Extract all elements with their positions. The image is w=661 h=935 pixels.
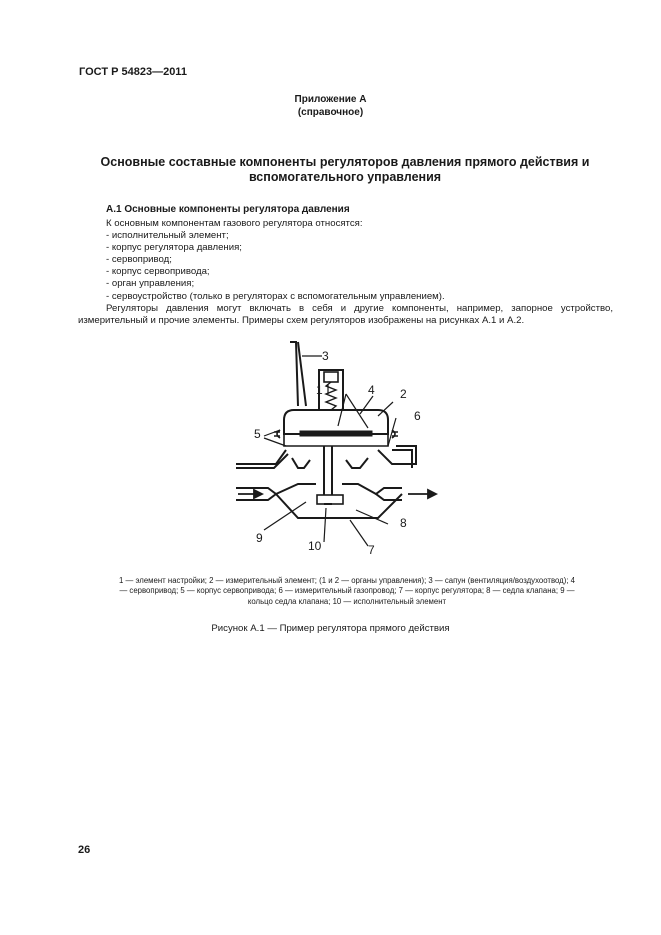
- list-item: - корпус сервопривода;: [106, 266, 210, 278]
- annex-label: Приложение А: [294, 94, 367, 105]
- label-1: 1: [316, 383, 323, 397]
- legend-line-2: — сервопривод; 5 — корпус сервопривода; 6 — измерительный газопровод; 7 — корпус регулятора; 8 — седла клапана; 9 —: [119, 586, 575, 596]
- label-6: 6: [414, 409, 421, 423]
- list-item: - сервопривод;: [106, 254, 172, 266]
- list-item: - исполнительный элемент;: [106, 230, 229, 242]
- list-item: - орган управления;: [106, 278, 195, 290]
- page-title: [60, 155, 630, 185]
- label-8: 8: [400, 516, 407, 530]
- label-4: 4: [368, 383, 375, 397]
- list-item: - сервоустройство (только в регуляторах с вспомогательным управлением).: [106, 290, 445, 302]
- paragraph: Регуляторы давления могут включать в себя и другие компоненты, например, запорное устройство, измерительный и прочие элементы. Примеры схем регуляторов изображены на рисунках А.1 и А.2.: [78, 302, 613, 326]
- legend-line-1: 1 — элемент настройки; 2 — измерительный элемент; (1 и 2 — органы управления); 3 — сапун (вентиляция/воздухоотвод); 4: [119, 576, 575, 585]
- legend-line-3: кольцо седла клапана; 10 — исполнительный элемент: [247, 596, 447, 606]
- title-line-2: вспомогательного управления: [248, 170, 442, 184]
- title-line-1: Основные составные компоненты регуляторов давления прямого действия и: [100, 155, 590, 169]
- list-item: - корпус регулятора давления;: [106, 242, 242, 254]
- body-text: [78, 218, 613, 327]
- label-2: 2: [400, 387, 407, 401]
- page-number: 26: [78, 844, 91, 856]
- section-heading: А.1 Основные компоненты регулятора давления: [106, 204, 350, 215]
- figure-legend: [82, 576, 612, 607]
- figure-caption: Рисунок А.1 — Пример регулятора прямого действия: [211, 623, 450, 634]
- document-header: ГОСТ Р 54823—2011: [79, 66, 187, 78]
- label-5: 5: [254, 427, 261, 441]
- intro-text: К основным компонентам газового регулятора относятся:: [106, 218, 363, 229]
- label-9: 9: [256, 531, 263, 545]
- label-10: 10: [308, 539, 322, 553]
- label-7: 7: [368, 543, 375, 556]
- label-3: 3: [322, 349, 329, 363]
- regulator-diagram: [228, 334, 448, 556]
- annex-type: (справочное): [297, 107, 364, 118]
